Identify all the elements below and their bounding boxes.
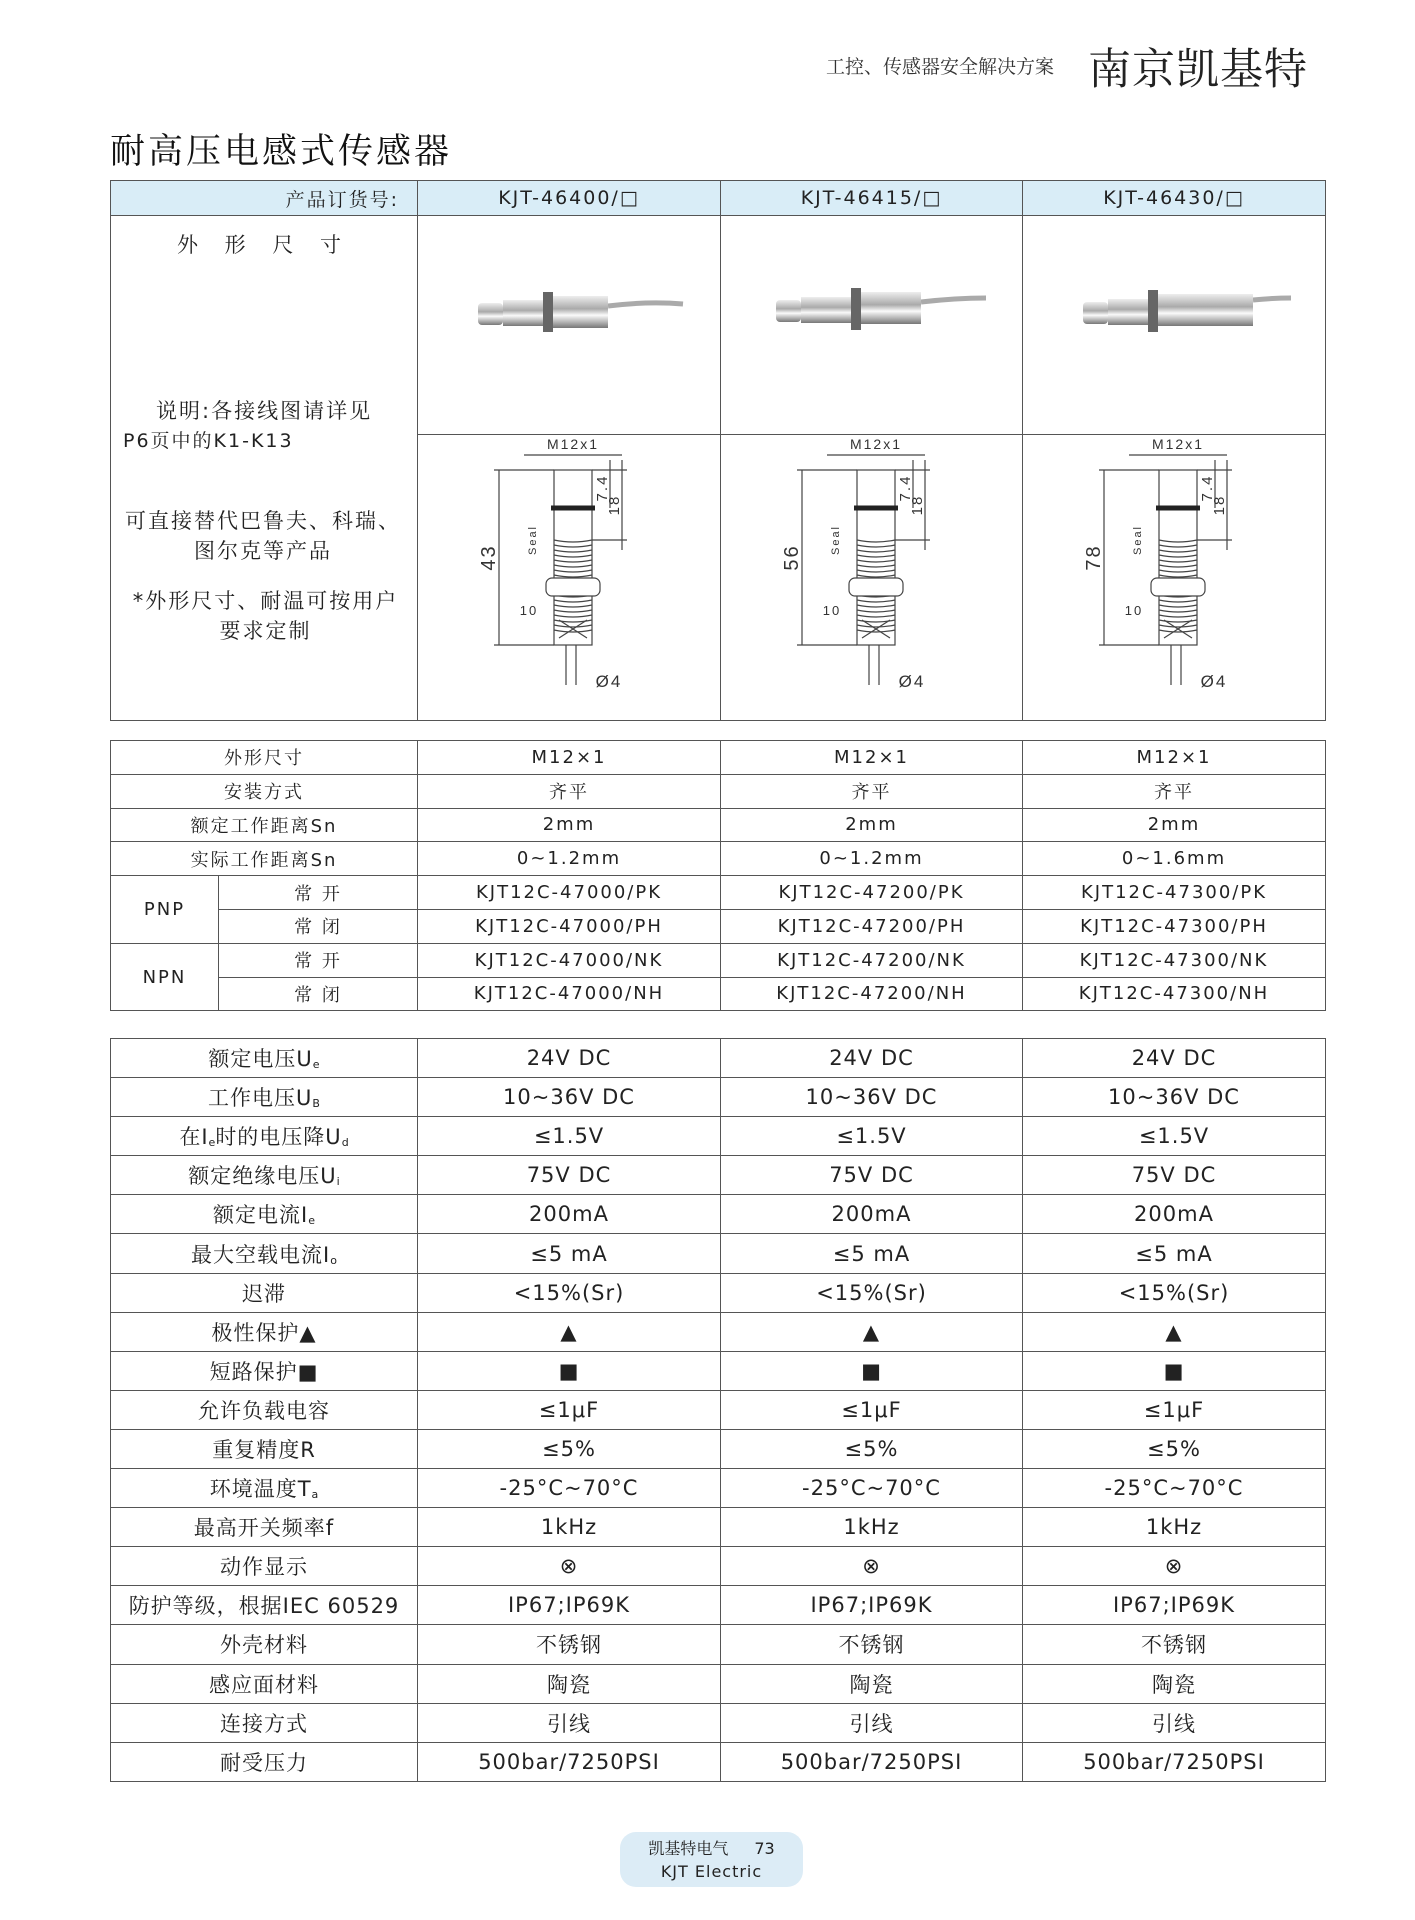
spec-value: ▲ — [721, 1312, 1023, 1351]
spec-label-subscript: e — [312, 1058, 320, 1072]
spec-label-subscript: a — [311, 1488, 319, 1502]
cell-value: M12×1 — [418, 741, 721, 775]
spec-value: 不锈钢 — [721, 1625, 1023, 1664]
spec-label-subscript: d — [341, 1136, 349, 1150]
spec-label-text: 额定电压U — [208, 1047, 313, 1072]
spec-value: ⊗ — [418, 1547, 721, 1586]
spec-value: 200mA — [721, 1195, 1023, 1234]
spec-label-text: 时的电压降U — [215, 1125, 342, 1150]
order-codes-table — [110, 740, 1326, 1011]
row-label: 实际工作距离Sn — [111, 842, 418, 876]
spec-label-text: 额定绝缘电压U — [188, 1164, 337, 1189]
spec-value: <15%(Sr) — [721, 1273, 1023, 1312]
dimension-drawing — [721, 435, 1023, 721]
spec-label-text: 重复精度R — [212, 1437, 316, 1462]
spec-value: ⊗ — [1023, 1547, 1326, 1586]
switch-type-label: 常 闭 — [219, 909, 418, 943]
table-row — [111, 808, 1326, 842]
spec-label-text: 额定电流I — [213, 1203, 309, 1228]
wrench-size-label: 10 — [1124, 603, 1144, 618]
dimension-label: 18 — [908, 494, 926, 516]
spec-value: ≤1.5V — [1023, 1117, 1326, 1156]
order-code: KJT12C-47200/NH — [721, 977, 1023, 1011]
switch-type-label: 常 开 — [219, 876, 418, 910]
spec-value: 75V DC — [1023, 1156, 1326, 1195]
cable-diameter-label: Ø4 — [1200, 672, 1228, 691]
order-code: KJT12C-47300/NK — [1023, 943, 1326, 977]
spec-value: IP67;IP69K — [1023, 1586, 1326, 1625]
dimension-label: 18 — [606, 494, 623, 516]
spec-value: 不锈钢 — [1023, 1625, 1326, 1664]
row-label: 外形尺寸 — [111, 741, 418, 775]
spec-value: ≤5 mA — [418, 1234, 721, 1273]
spec-label-text: 短路保护■ — [209, 1359, 319, 1384]
spec-label — [111, 1703, 418, 1742]
spec-value: 1kHz — [1023, 1508, 1326, 1547]
spec-label-subscript: i — [336, 1175, 340, 1189]
spec-value: ≤1μF — [418, 1390, 721, 1429]
spec-row — [111, 1234, 1326, 1273]
spec-value: ≤5 mA — [1023, 1234, 1326, 1273]
sensor-dimension-drawing-icon — [419, 435, 719, 715]
wiring-note-ref: P6页中的K1-K13 — [123, 430, 294, 452]
sensor-photo-icon — [761, 276, 991, 346]
order-code: KJT12C-47200/PH — [721, 909, 1023, 943]
spec-label — [111, 1429, 418, 1468]
spec-value: ■ — [1023, 1351, 1326, 1390]
spec-label-text: 动作显示 — [220, 1555, 308, 1580]
spec-row — [111, 1625, 1326, 1664]
spec-label-text: 环境温度T — [209, 1477, 312, 1502]
spec-value: 引线 — [721, 1703, 1023, 1742]
sensor-dimension-drawing-icon — [1024, 435, 1324, 715]
spec-row — [111, 1117, 1326, 1156]
sensor-photo-icon — [458, 276, 688, 346]
switch-type-label: 常 闭 — [219, 977, 418, 1011]
spec-value: 24V DC — [1023, 1039, 1326, 1078]
spec-row — [111, 1469, 1326, 1508]
spec-value: ≤5 mA — [721, 1234, 1023, 1273]
length-label: 56 — [780, 544, 803, 571]
spec-value: 1kHz — [721, 1508, 1023, 1547]
dimension-label: 18 — [1211, 494, 1228, 516]
spec-value: ▲ — [1023, 1312, 1326, 1351]
order-code: KJT12C-47000/PK — [418, 876, 721, 910]
wrench-size-label: 10 — [519, 603, 539, 618]
output-type-label: NPN — [111, 943, 219, 1011]
spec-value: -25°C~70°C — [1023, 1469, 1326, 1508]
spec-row — [111, 1429, 1326, 1468]
spec-value: 不锈钢 — [418, 1625, 721, 1664]
header-brand: 南京凯基特 — [1088, 45, 1308, 95]
table-row — [111, 909, 1326, 943]
footer-company-en: KJT Electric — [660, 1862, 763, 1881]
spec-value: ■ — [418, 1351, 721, 1390]
spec-row — [111, 1547, 1326, 1586]
cell-value: 齐平 — [721, 774, 1023, 808]
spec-value: 引线 — [1023, 1703, 1326, 1742]
seal-label: Seal — [1132, 524, 1144, 556]
cable-diameter-label: Ø4 — [898, 672, 925, 691]
spec-label — [111, 1312, 418, 1351]
order-number-row — [111, 181, 1326, 216]
length-label: 43 — [478, 544, 500, 571]
spec-label — [111, 1117, 418, 1156]
spec-row — [111, 1273, 1326, 1312]
spec-row — [111, 1312, 1326, 1351]
table-row — [111, 943, 1326, 977]
spec-label-text: 耐受压力 — [220, 1750, 308, 1775]
cell-value: 0~1.2mm — [418, 842, 721, 876]
spec-value: 10~36V DC — [1023, 1078, 1326, 1117]
product-model: KJT-46430/□ — [1023, 181, 1326, 216]
left-notes-cell — [111, 216, 418, 721]
spec-label-text: 迟滞 — [242, 1281, 286, 1306]
table-row — [111, 977, 1326, 1011]
spec-label — [111, 1625, 418, 1664]
dimension-drawing — [1023, 435, 1326, 721]
spec-row — [111, 1156, 1326, 1195]
spec-row — [111, 1703, 1326, 1742]
spec-row — [111, 1039, 1326, 1078]
spec-value: ≤1μF — [1023, 1390, 1326, 1429]
spec-value: 10~36V DC — [721, 1078, 1023, 1117]
dimension-label: 7.4 — [594, 474, 611, 502]
spec-label — [111, 1195, 418, 1234]
cell-value: 0~1.6mm — [1023, 842, 1326, 876]
spec-value: 500bar/7250PSI — [721, 1742, 1023, 1781]
cable-diameter-label: Ø4 — [595, 672, 623, 691]
cell-value: 齐平 — [1023, 774, 1326, 808]
spec-label — [111, 1586, 418, 1625]
dimension-label: 7.4 — [896, 474, 914, 502]
spec-row — [111, 1078, 1326, 1117]
spec-value: 200mA — [1023, 1195, 1326, 1234]
order-code: KJT12C-47200/NK — [721, 943, 1023, 977]
spec-label-subscript: e — [308, 1214, 315, 1228]
spec-row — [111, 1351, 1326, 1390]
spec-label — [111, 1547, 418, 1586]
custom-note: *外形尺寸、耐温可按用户要求定制 — [132, 589, 399, 643]
order-number-label: 产品订货号: — [111, 181, 418, 216]
row-label: 额定工作距离Sn — [111, 808, 418, 842]
spec-value: 1kHz — [418, 1508, 721, 1547]
spec-value: 75V DC — [418, 1156, 721, 1195]
sensor-photo-icon — [1063, 276, 1293, 346]
spec-label — [111, 1508, 418, 1547]
spec-value: ⊗ — [721, 1547, 1023, 1586]
table-row — [111, 774, 1326, 808]
wiring-note: 说明:各接线图请详见 — [156, 399, 373, 423]
spec-label — [111, 1742, 418, 1781]
cell-value: 2mm — [1023, 808, 1326, 842]
spec-label — [111, 1156, 418, 1195]
spec-value: 10~36V DC — [418, 1078, 721, 1117]
spec-value: ▲ — [418, 1312, 721, 1351]
order-code: KJT12C-47000/NH — [418, 977, 721, 1011]
spec-row — [111, 1195, 1326, 1234]
cell-value: 齐平 — [418, 774, 721, 808]
spec-row — [111, 1664, 1326, 1703]
thread-label: M12x1 — [1151, 436, 1205, 452]
thread-label: M12x1 — [546, 436, 600, 452]
spec-value: ≤1μF — [721, 1390, 1023, 1429]
spec-value: 200mA — [418, 1195, 721, 1234]
spec-label — [111, 1664, 418, 1703]
spec-label — [111, 1273, 418, 1312]
spec-label-subscript: o — [330, 1253, 337, 1267]
spec-value: ≤1.5V — [721, 1117, 1023, 1156]
spec-row — [111, 1586, 1326, 1625]
seal-label: Seal — [829, 524, 842, 556]
order-code: KJT12C-47300/PH — [1023, 909, 1326, 943]
spec-label-text: 在I — [179, 1125, 209, 1150]
table-row — [111, 842, 1326, 876]
spec-value: ■ — [721, 1351, 1023, 1390]
order-code: KJT12C-47200/PK — [721, 876, 1023, 910]
spec-value: IP67;IP69K — [721, 1586, 1023, 1625]
spec-value: <15%(Sr) — [1023, 1273, 1326, 1312]
order-code: KJT12C-47300/PK — [1023, 876, 1326, 910]
replacement-note: 可直接替代巴鲁夫、科瑞、图尔克等产品 — [125, 509, 401, 563]
spec-label-text: 外壳材料 — [220, 1633, 308, 1658]
dimension-label: 7.4 — [1199, 474, 1216, 502]
seal-label: Seal — [527, 524, 539, 556]
spec-value: ≤5% — [721, 1429, 1023, 1468]
sensor-dimension-drawing-icon — [722, 435, 1022, 715]
spec-label-text: 工作电压U — [208, 1086, 313, 1111]
spec-value: ≤5% — [418, 1429, 721, 1468]
order-code: KJT12C-47000/PH — [418, 909, 721, 943]
spec-value: IP67;IP69K — [418, 1586, 721, 1625]
specifications-table — [110, 1038, 1326, 1782]
thread-label: M12x1 — [849, 436, 902, 452]
spec-row — [111, 1390, 1326, 1429]
dimensions-label: 外 形 尺 寸 — [176, 233, 352, 257]
spec-label — [111, 1234, 418, 1273]
spec-value: <15%(Sr) — [418, 1273, 721, 1312]
spec-label — [111, 1039, 418, 1078]
page-title: 耐高压电感式传感器 — [110, 132, 453, 172]
spec-label-text: 最高开关频率f — [193, 1516, 335, 1541]
spec-label — [111, 1078, 418, 1117]
spec-label-text: 连接方式 — [220, 1711, 308, 1736]
spec-value: 500bar/7250PSI — [418, 1742, 721, 1781]
table-row — [111, 876, 1326, 910]
spec-label — [111, 1390, 418, 1429]
spec-value: 陶瓷 — [418, 1664, 721, 1703]
spec-value: 引线 — [418, 1703, 721, 1742]
cell-value: 2mm — [721, 808, 1023, 842]
spec-value: 陶瓷 — [1023, 1664, 1326, 1703]
order-code: KJT12C-47300/NH — [1023, 977, 1326, 1011]
page-number: 73 — [754, 1839, 775, 1858]
product-model: KJT-46415/□ — [721, 181, 1023, 216]
spec-row — [111, 1508, 1326, 1547]
table-row — [111, 741, 1326, 775]
product-photo — [418, 216, 721, 435]
page-footer-badge — [620, 1832, 803, 1887]
spec-value: 75V DC — [721, 1156, 1023, 1195]
spec-row — [111, 1742, 1326, 1781]
spec-label — [111, 1351, 418, 1390]
cell-value: 2mm — [418, 808, 721, 842]
spec-value: ≤1.5V — [418, 1117, 721, 1156]
spec-value: -25°C~70°C — [418, 1469, 721, 1508]
spec-label-subscript: e — [208, 1136, 216, 1150]
product-photo — [1023, 216, 1326, 435]
length-label: 78 — [1083, 544, 1105, 571]
spec-label-text: 防护等级，根据IEC 60529 — [128, 1594, 400, 1619]
cell-value: M12×1 — [721, 741, 1023, 775]
output-type-label: PNP — [111, 876, 219, 944]
switch-type-label: 常 开 — [219, 943, 418, 977]
dimension-drawing — [418, 435, 721, 721]
spec-label-subscript: B — [312, 1097, 320, 1111]
footer-company: 凯基特电气 — [648, 1839, 729, 1858]
product-overview-table — [110, 180, 1326, 721]
spec-label — [111, 1469, 418, 1508]
cell-value: 0~1.2mm — [721, 842, 1023, 876]
row-label: 安装方式 — [111, 774, 418, 808]
spec-value: 500bar/7250PSI — [1023, 1742, 1326, 1781]
spec-label-text: 允许负载电容 — [198, 1398, 330, 1423]
header-subtitle: 工控、传感器安全解决方案 — [826, 56, 1055, 78]
product-photo — [721, 216, 1023, 435]
spec-value: 24V DC — [721, 1039, 1023, 1078]
wrench-size-label: 10 — [822, 603, 841, 618]
spec-label-text: 极性保护▲ — [211, 1320, 317, 1345]
product-model: KJT-46400/□ — [418, 181, 721, 216]
spec-value: 24V DC — [418, 1039, 721, 1078]
spec-value: ≤5% — [1023, 1429, 1326, 1468]
spec-label-text: 感应面材料 — [209, 1672, 319, 1697]
order-code: KJT12C-47000/NK — [418, 943, 721, 977]
spec-value: 陶瓷 — [721, 1664, 1023, 1703]
spec-value: -25°C~70°C — [721, 1469, 1023, 1508]
cell-value: M12×1 — [1023, 741, 1326, 775]
spec-label-text: 最大空载电流I — [191, 1242, 331, 1267]
